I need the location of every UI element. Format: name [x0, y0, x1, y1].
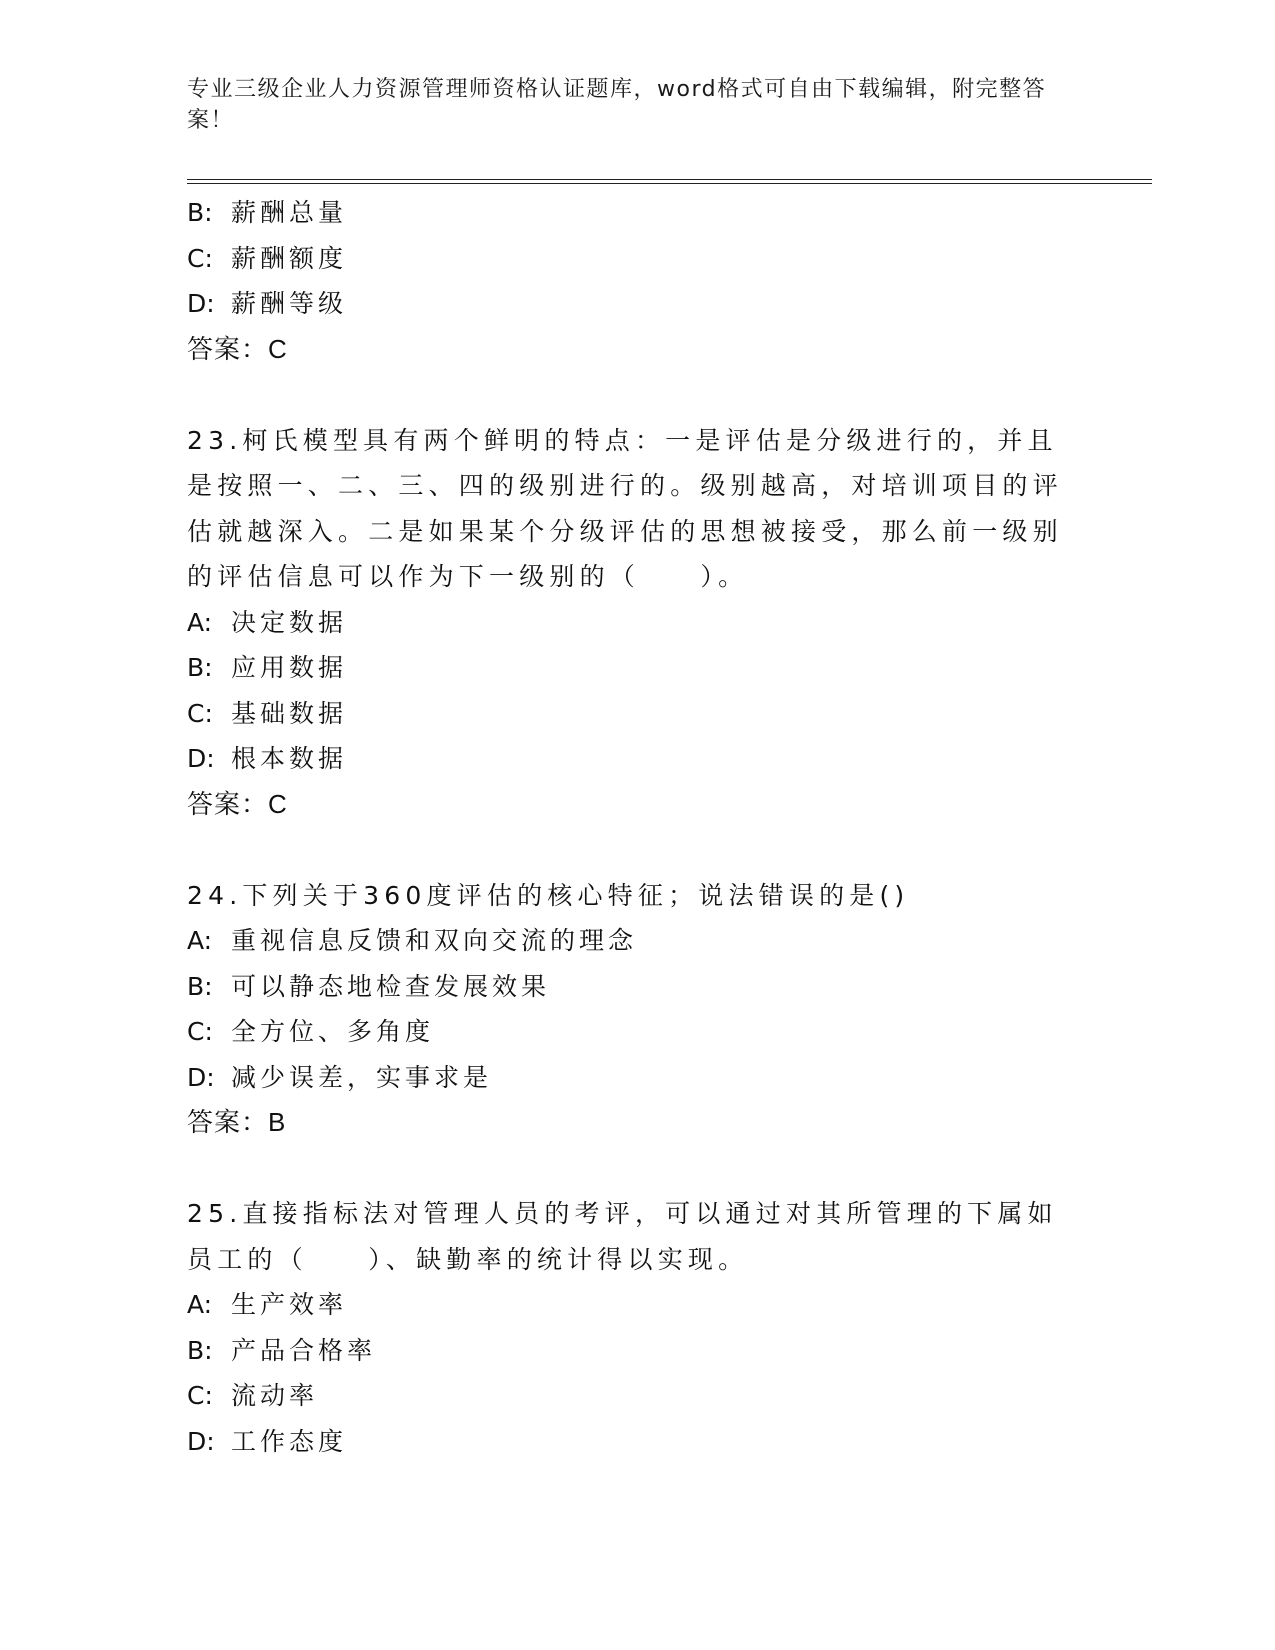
- option-text: 减少误差，实事求是: [231, 1062, 493, 1092]
- document-header: 专业三级企业人力资源管理师资格认证题库，word格式可自由下载编辑，附完整答案！: [187, 77, 1047, 133]
- spacer: [187, 827, 1087, 873]
- option-b: [187, 645, 1087, 691]
- option-a: [187, 600, 1087, 646]
- option-c: [187, 236, 1087, 282]
- option-label: D:: [187, 1062, 215, 1092]
- option-label: C:: [187, 1381, 213, 1410]
- question-stem: 24.下列关于360度评估的核心特征；说法错误的是(): [187, 880, 910, 910]
- option-b: [187, 1328, 1087, 1374]
- option-label: B:: [187, 1335, 213, 1365]
- option-text: 可以静态地检查发展效果: [231, 971, 551, 1001]
- option-text: 基础数据: [231, 698, 348, 728]
- option-text: 薪酬总量: [231, 198, 348, 227]
- option-text: 应用数据: [231, 653, 348, 682]
- option-c: [187, 1373, 1087, 1419]
- option-label: D:: [187, 289, 215, 318]
- option-text: 产品合格率: [231, 1335, 377, 1365]
- option-label: A:: [187, 926, 213, 955]
- question-stem: 25.直接指标法对管理人员的考评，可以通过对其所管理的下属如员工的（ ）、缺勤率的统计得以实现。: [187, 1199, 1058, 1274]
- option-text: 薪酬额度: [231, 243, 348, 273]
- option-label: B:: [187, 653, 213, 682]
- option-text: 重视信息反馈和双向交流的理念: [231, 926, 638, 955]
- option-text: 全方位、多角度: [231, 1017, 435, 1046]
- document-body: [187, 190, 1087, 1464]
- option-d: [187, 1055, 1087, 1101]
- option-b: [187, 964, 1087, 1010]
- option-label: C:: [187, 243, 213, 273]
- option-text: 流动率: [231, 1381, 319, 1410]
- option-a: [187, 1282, 1087, 1328]
- option-d: [187, 736, 1087, 782]
- option-d: [187, 281, 1087, 327]
- option-label: A:: [187, 1290, 213, 1319]
- answer-line: 答案：C: [187, 333, 288, 364]
- option-a: [187, 918, 1087, 964]
- option-label: B:: [187, 971, 213, 1001]
- option-text: 薪酬等级: [231, 289, 348, 318]
- option-label: A:: [187, 607, 213, 637]
- option-label: D:: [187, 1426, 215, 1456]
- option-d: [187, 1419, 1087, 1465]
- option-text: 生产效率: [231, 1290, 348, 1319]
- answer-line: 答案：C: [187, 788, 288, 819]
- header-divider-top: [187, 179, 1152, 180]
- option-c: [187, 1009, 1087, 1055]
- spacer: [187, 1146, 1087, 1192]
- spacer: [187, 372, 1087, 418]
- option-b: [187, 190, 1087, 236]
- header-divider-bottom: [187, 183, 1152, 184]
- answer-line: 答案：B: [187, 1107, 287, 1137]
- question-stem: 23.柯氏模型具有两个鲜明的特点：一是评估是分级进行的，并且是按照一、二、三、四的级别进行的。级别越高，对培训项目的评估就越深入。二是如果某个分级评估的思想被接受，那么前一级别的评估信息可以作为下一级别的（ ）。: [187, 425, 1063, 591]
- option-text: 决定数据: [231, 607, 348, 637]
- option-text: 根本数据: [231, 744, 348, 773]
- option-label: C:: [187, 1017, 213, 1046]
- option-text: 工作态度: [231, 1426, 348, 1456]
- option-label: B:: [187, 198, 213, 227]
- option-label: C:: [187, 698, 213, 728]
- option-label: D:: [187, 744, 215, 773]
- option-c: [187, 691, 1087, 737]
